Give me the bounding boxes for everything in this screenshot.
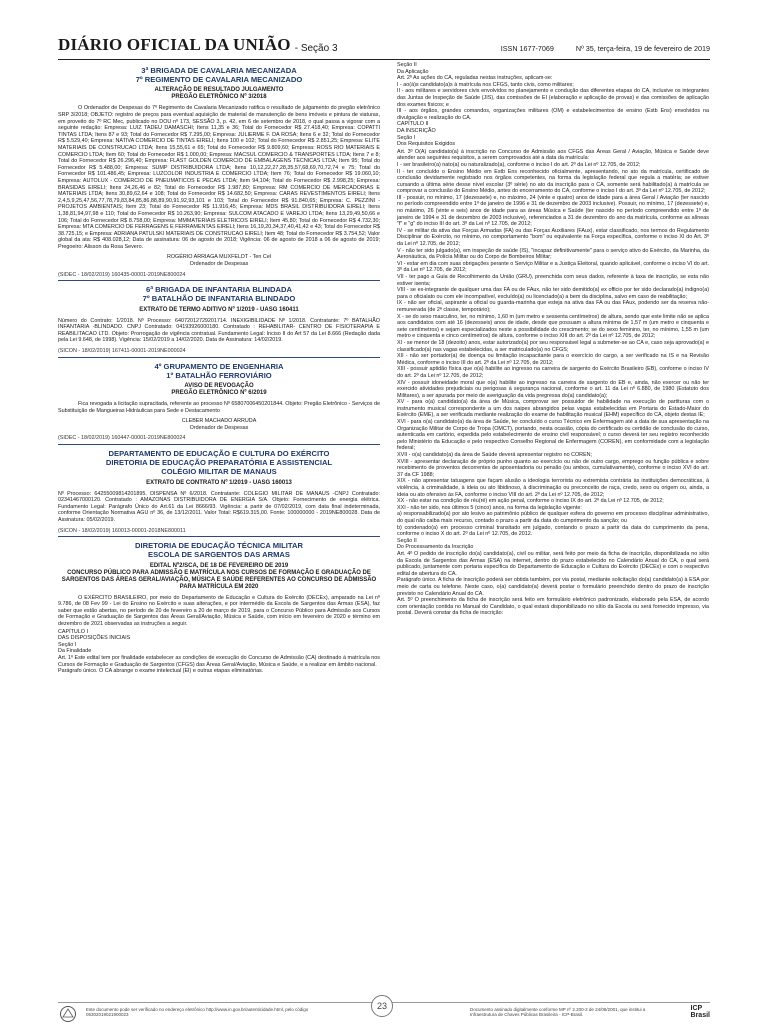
- body-text: O EXÉRCITO BRASILEIRO, por meio do Departamento de Educação e Cultura do Exército (DECEx), amparado na Lei nº 9.786, de 08 Fev 99 - Lei do Ensino no Exército e suas alterações, e por intermédio da Escola de Sargentos das Armas (ESA), faz saber que estão abertas, no período de 20 de fevereiro a 20 de março de 2019, para o Concurso Público para Admissão aos Cursos de Formação e Graduação de Sargentos das Áreas Geral/Aviação, Música e Saúde, com início em fevereiro de 2020 e término em dezembro de 2021 observadas as instruções a seguir.: [58, 594, 380, 627]
- heading-esa: DIRETORIA DE EDUCAÇÃO TÉCNICA MILITAR ESCOLA DE SARGENTOS DAS ARMAS: [135, 541, 303, 560]
- header-meta: [501, 44, 710, 53]
- body-text: Número do Contrato: 1/2018. Nº Processo: 64072012729201714. INEXIGIBILIDADE Nº 1/2018. Contratante: 7º BATALHÃO INFANTARIA -BLINDADO. CNPJ Contratado: 04193926000180. Contratado : REHABILITAR- CENTRO DE FISIOTERAPIA E REABILITACAO LTD. Objeto: Prorrogação de vigência contratual. Fundamento Legal: Inciso II do Art 57 da Lei 8.666 (Redação dada pela Lei 9.648, de 1998). Vigência: 15/02/2019 a 14/02/2020. Data de Assinatura: 14/02/2019.: [58, 317, 380, 344]
- subheading-edital: EDITAL Nº2/SCA, DE 18 DE FEVEREIRO DE 2019 CONCURSO PÚBLICO PARA ADMISSÃO E MATRÍCULA NOS CURSOS DE FORMAÇÃO E GRADUAÇÃO DE SARGENTOS DAS ÁREAS GERAL/AVIAÇÃO, MÚSICA E SAÚDE REFERENTES AO CONCURSO DE ADMISSÃO PARA MATRÍCULA EM 2020: [61, 562, 377, 590]
- signature: ROGÉRIO ARRIAGA MUXFELDT - Ten Cel Ordenador de Despesas: [166, 254, 272, 268]
- footer-signature-note: Documento assinado digitalmente conforme MP nº 2.200-2 de 24/08/2001, que institui a Infraestrutura de Chaves Públicas Brasileira - ICP-Brasil.: [470, 1007, 646, 1018]
- heading-1bfv: 4º GRUPAMENTO DE ENGENHARIA 1º BATALHÃO FERROVIÁRIO: [154, 361, 284, 380]
- divider: [58, 536, 380, 537]
- divider: [58, 357, 380, 358]
- subheading-revogacao: AVISO DE REVOGAÇÃO PREGÃO ELETRÔNICO Nº 6/2019: [171, 383, 267, 397]
- body-text: CAPÍTULO I DAS DISPOSIÇÕES INICIAIS Seção I Da Finalidade Art. 1º Este edital tem por finalidade estabelecer as condições de execução do Concurso de Admissão (CA) destinado à matrícula nos Cursos de Formação e Graduação de Sargentos (CFGS) das Áreas Geral/Aviação, Música e Saúde, e a realizar em âmbito nacional. Parágrafo único. O CA abrange o exame intelectual (EI) e outras etapas eliminatórias.: [58, 628, 380, 675]
- journal-title: DIÁRIO OFICIAL DA UNIÃO: [58, 35, 291, 54]
- coat-of-arms-icon: [58, 1005, 78, 1023]
- body-text: Seção II Da Aplicação Art. 2º As ações do CA, reguladas nestas instruções, aplicam-se: I - ao(à)s candidato(a)s à matrícula nos CFGS, tanto civis, como militares; II - aos militares e servidores civis envolvidos no planejamento e condução das diferentes etapas do CA, inclusive os integrantes das Juntas de Inspeção de Saúde (JIS), das comissões de EI (elaboração e aplicação de provas) e das comissões de aplicação dos exames físicos; e III - aos órgãos, grandes comandos, organizações militares (OM) e estabelecimentos de ensino (Estb Ens) envolvidos na divulgação e realização do CA. CAPÍTULO II DA INSCRIÇÃO Seção I Dos Requisitos Exigidos: [397, 62, 709, 148]
- body-text: O Ordenador de Despesas do 7º Regimento de Cavalaria Mecanizado ratifica o resultado de julgamento do pregão eletrônico SRP 3/2018; OBJETO: registro de preços para eventual aquisição de material de manutenção de bens imóveis e pintura de viaturas, em proveito do 7º RC Mec, publicado no DOU nº 173, SESSÃO 3, p. 42, em 6 de setembro de 2018, o qual passa a vigorar com a seguinte redação: Empresa: LUIZ TADEU DAMASCHI; Itens 11,35 e 36; Total do Fornecedor R$ 27.418,40; Empresa: COPATTI TINTAS LTDA; Itens 87 e 93; Total do Fornecedor R$ 7.295,00; Empresa: JULIERME F. DA ROSA; Itens 6 e 32; Total do Fornecedor R$ 5.529,40; Empresa: NATIVA COMERCIO DE TINTAS EIRELI; Itens 100 e 102; Total do Fornecedor R$ 2.851,25; Empresa: ELITE MATERIAIS DE CONSTRUCAO LTDA; Itens 15,55,61 e 65; Total do Fornecedor R$ 9.809,60; Empresa: ROSS RIO MATERIAIS E COMERCIO LTDA; Item 60; Total do Fornecedor R$ 1.000,00; Empresa: MACSUL COMERCIO & TRANSPORTES LTDA; Itens 7 e 8; Total do Fornecedor R$ 26.296,40; Empresa: FLAST GOLDEN COMERCIO DE EMBALAGENS TECNICAS LTDA; Item 95; Total do Fornecedor R$ 5.488,00; Empresa: SUMP DISTRIBUIDORA LTDA; Itens 10,12,22,27,28,35,57,68,69,70,72,74 e 75; Total do Fornecedor R$ 101.486,45; Empresa: LUZCOLOR INDUSTRIA E COMERCIO LTDA; Item 76; Total do Fornecedor R$ 19.060,10; Empresa: AUTOLUX - COMERCIO DE PNEUMATICOS E PECAS LTDA; Item 94,104; Total do Fornecedor R$ 2.998,25; Empresa: BRASIDAS EIRELI; Itens 24,26,46 e 82; Total do Fornecedor R$ 1.987,80; Empresa: RM COMERCIO DE MERCADORIAS E MATERIAIS LTDA; Itens 30,89,62,64 e 108; Total do Fornecedor R$ 14.682,50; Empresa: CARAS REVESTIMENTOS EIRELI; Itens 2,4,5,9,25,47,56,77,78,79,83,84,85,86,88,89,90,91,92,93,101 e 103; Total do Fornecedor R$ 91.840,65; Empresa: C. PEZZINI - PROJETOS AMBIENTAIS; Item 23; Total do Fornecedor R$ 11.916,45; Empresa: MDS BRASIL DISTRIBUIDORA EIRELI; Itens 1,38,81,94,97,98 e 110; Total do Fornecedor R$ 10.263,90; Empresa: SULCOM ATACADO E VAREJO LTDA; Itens 13,29,49,50,66 e 106; Total do Fornecedor R$ 8.758,00; Empresa: MMMATERIAIS ELETRICOS EIRELI; Item 45,80; Total do Fornecedor R$ 4.732,30; Empresa: MTA COMERCIO DE FERRAGENS E FERRAMENTAS EIRELI; Itens 16,19,20,34,37,40,41,42 e 43; Total do Fornecedor R$ 38.725,15; e Empresa: ADRIANA PATULSKI MATERIAIS DE CONSTRUCAO EIRELI; Item 48; Total do Fornecedor R$ 3.754,52; Valor global da ata: R$ 408.028,12; Data de assinatura: 06 de agosto de 2018; Vigência: 06 de agosto de 2018 a 06 de agosto de 2019; Pregoeiro: Alisson da Rosa Severo.: [58, 105, 380, 250]
- heading-7rcmec: 3ª BRIGADA DE CAVALARIA MECANIZADA 7º REGIMENTO DE CAVALARIA MECANIZADO: [135, 66, 303, 85]
- heading-7bib: 6ª BRIGADA DE INFANTARIA BLINDADA 7º BATALHÃO DE INFANTARIA BLINDADO: [142, 285, 296, 304]
- left-column: [58, 62, 380, 997]
- sicon-code: (SICON - 18/02/2019) 160013-00001-2018NE800011: [58, 527, 186, 534]
- subheading-contrato: EXTRATO DE CONTRATO Nº 1/2019 - UASG 160013: [146, 479, 292, 486]
- body-text: Fica revogada a licitação supracitada, referente ao processo Nº 65807006450201844. Objeto: Pregão Eletrônico - Serviços de Substituição de Mangueiras Hidráulicas para Sede e Destacamento: [58, 401, 380, 414]
- body-text: Art. 3º O(A) candidato(a) à inscrição no Concurso de Admissão aos CFGS das Áreas Geral / Aviação, Música e Saúde deve atender aos seguintes requisitos, a serem comprovados até a data da matrícula: I - ser brasileiro(a) nato(a) ou naturalizado(a), conforme o inciso I do art. 2º da Lei nº 12.705, de 2012; II - ter concluído o Ensino Médio em Estb Ens reconhecido oficialmente, apresentando, no ato da matrícula, certificado de conclusão devidamente registrado nos órgãos competentes, na forma da legislação federal que regula a matéria; se estiver cursando a última série desse nível escolar (3º série) no ato da inscrição para o CA, somente será habilitado(a) à matrícula se comprovar a conclusão do Ensino Médio, antes do encerramento do CA, conforme o inciso I do art. 3º da Lei nº 12.705, de 2012; III - possuir, no mínimo, 17 (dezessete) e, no máximo, 24 (vinte e quatro) anos de idade para a área Geral / Aviação (ter nascido no período compreendido entre 1º de janeiro de 1996 e 31 de dezembro de 2003 inclusive). Possuir, no mínimo, 17 (dezessete) e, no máximo, 26 (vinte e seis) anos de idade para as áreas Música e Saúde (ter nascido no período compreendido entre 1º de janeiro de 1994 e 31 de dezembro de 2003 inclusive), referenciados a 31 de dezembro do ano da matrícula, conforme as alíneas "f" e "g" do inciso III do art. 3º da Lei nº 12.705, de 2012; IV - se militar da ativa das Forças Armadas (FA) ou das Forças Auxiliares (FAux), estar classificado, nos termos do Regulamento Disciplinar do Exército, no mínimo, no comportamento "bom" ou equivalente na Força específica, conforme o inciso XI do Art. 3º da Lei nº 12.705, de 2012; V - não ter sido julgado(a), em inspeção de saúde (IS), "incapaz definitivamente" para o serviço ativo do Exército, da Marinha, da Aeronáutica, da Polícia Militar ou do Corpo de Bombeiros Militar; VI - estar em dia com suas obrigações perante o Serviço Militar e a Justiça Eleitoral, quando aplicável, conforme o inciso VI do art. 3º da Lei nº 12.705, de 2012; VII - ter pago a Guia de Recolhimento da União (GRU), preenchida com seus dados, referente à taxa de inscrição, se esta não estiver isenta; VIII - se ex-integrante de qualquer uma das FA ou de FAux, não ter sido demitido(a) ex officio por ter sido declarado(a) indigno(a) para o oficialato ou com ele incompatível, excluído(a) ou licenciado(a) a bem da disciplina, salvo em caso de reabilitação; IX - não ser oficial, aspirante a oficial ou guarda-marinha que esteja na ativa das FA ou das FAux, podendo ser da reserva não-remunerada (de 2ª classe, temporário); X - se do sexo masculino, ter, no mínimo, 1,60 m (um metro e sessenta centímetros) de altura, sendo que este limite não se aplica aos candidatos com até 16 (dezesseis) anos de idade, desde que possuam a altura mínima de 1,57 m (um metro e cinquenta e sete centímetros) e sejam especializados neste a possibilidade do crescimento; se do sexo feminino, ter, no mínimo, 1,55 m (um metro e cinquenta e cinco centímetros) de altura, conforme o inciso XIII do art. 2º da Lei nº 12.705, de 2012; XI - se menor de 18 (dezoito) anos, estar autorizado(a) por seu responsável legal a submeter-se ao CA e, caso seja aprovado(a) e classificado(a) nas vagas estabelecidas, a ser matriculado(a) no CFGS; XII - não ser portador(a) de doença ou limitação incapacitante para o exercício do cargo, a ser verificado na IS e na Revisão Médica, conforme o inciso III do art. 2º da Lei nº 12.705, de 2012; XIII - possuir aptidão física que o(a) habilite ao ingresso na carreira de sargento do Exército Brasileiro (EB), conforme o inciso IV do art. 2º da Lei nº 12.705, de 2012; XIV - possuir idoneidade moral que o(a) habilite ao ingresso na carreira de sargento do EB e, ainda, não exercer ou não ter exercido atividades prejudiciais ou perigosas à segurança nacional, conforme o art. 11 da Lei nº 6.880, de 1980 (Estatuto dos Militares), a ser apurada por meio de averiguação da vida pregressa do(a) candidato(a); XV - para o(a) candidato(a) da área de Música, comprovar ser possuidor de habilidade na execução de partituras com o instrumento musical correspondente a um dos naipes abrangidos pelas vagas estabelecidas em Portaria do Estado-Maior do Exército (EME), a ser verificada mediante realização do exame de habilitação musical (EHM) específico do CA, objeto destas IE; XVI - para o(a) candidato(a) da área de Saúde, ter concluído o curso Técnico em Enfermagem até a data de sua apresentação na Organização Militar de Corpo de Tropa (OMCT), portando, nesta ocasião, cópia do certificado ou certidão de conclusão do curso, autenticada em cartório, expedida pelo estabelecimento de ensino civil responsável; o curso deverá ter seu registro reconhecido pelo Ministério da Educação e pelo respectivo Conselho Regional de Enfermagem (COREN), em conformidade com a legislação federal; XVII - o(a) candidato(a) da área de Saúde deverá apresentar registro no COREN; XVIII - apresentar declaração de próprio punho quanto ao exercício ou não de outro cargo, emprego ou função pública e sobre recebimento de proventos decorrentes de aposentadoria ou pensão (ou ambos, cumulativamente), conforme o inciso XVI do art. 37 da CF 1988; XIX - não apresentar tatuagens que façam alusão a ideologia terrorista ou extremista contrária às instituições democráticas, à violência, à criminalidade, à ideia ou ato libidinoso, à discriminação ou preconceito de raça, credo, sexo ou origem ou, ainda, a ideia ou ato ofensivo às FA, conforme o inciso VIII do art. 2º da Lei nº 12.705, de 2012; XX - não estar na condição de réu(ré) em ação penal, conforme o inciso IX do art. 2º da Lei nº 12.705, de 2012; XXI - não ter sido, nos últimos 5 (cinco) anos, na forma da legislação vigente: a) responsabilizado(a) por ato lesivo ao patrimônio público de qualquer esfera do governo em processo disciplinar administrativo, do qual não caiba mais recurso, contado o prazo a partir da data do cumprimento da sanção; ou b) condenado(a) em processo criminal transitado em julgado, contando o prazo a partir da data do cumprimento da pena, conforme o inciso X do art. 2º da Lei nº 12.705, de 2012. Seção II Do Processamento da Inscrição Art. 4º O pedido de inscrição do(a) candidato(a), civil ou militar, será feito por meio da ficha de inscrição, disponibilizada no sítio da Escola de Sargentos das Armas (ESA) na internet, dentro do prazo estabelecido no Calendário Anual do CA, o qual será publicado, juntamente com portaria específica do Departamento de Educação e Cultura do Exército (DECEx) e com o respectivo edital de abertura do CA. Parágrafo único. A ficha de inscrição poderá ser obtida também, por via postal, mediante solicitação do(a) candidato(a) à ESA por meio de carta ou telefone. Neste caso, o(a) candidato(a) deverá postar o formulário preenchido dentro do prazo de inscrição previsto no Calendário Anual do CA. Art. 5º O preenchimento da ficha de inscrição será feito em formulário eletrônico padronizado, elaborado pela ESA, de acordo com orientação contida no Manual do Candidato, o qual estará disponibilizado no sítio da Escola ou será fornecido impresso, via postal. Deverá constar da ficha de inscrição:: [397, 148, 709, 617]
- signature: CLEBER MACHADO ARRUDA Ordenador de Despesas: [181, 418, 257, 431]
- issue-date: Nº 35, terça-feira, 19 de fevereiro de 2019: [575, 44, 710, 53]
- page-header: [58, 30, 710, 60]
- icp-brasil-logo: ICP Brasil: [690, 1005, 710, 1019]
- section-label: - Seção 3: [294, 43, 338, 54]
- subheading-termo: EXTRATO DE TERMO ADITIVO Nº 1/2019 - UASG 160411: [139, 306, 299, 313]
- heading-cmm: DEPARTAMENTO DE EDUCAÇÃO E CULTURA DO EXÉRCITO DIRETORIA DE EDUCAÇÃO PREPARATÓRIA E ASSISTENCIAL COLÉGIO MILITAR DE MANAUS: [105, 449, 333, 477]
- issn: ISSN 1677-7069: [500, 44, 554, 53]
- footer-verification: Este documento pode ser verificado no endereço eletrônico http://www.in.gov.br/autenticidade.html, pelo código 05302019021900023: [86, 1007, 309, 1018]
- sidec-code: (SIDEC - 18/02/2019) 160447-00001-2019NE800024: [58, 435, 186, 442]
- right-column: [397, 62, 709, 992]
- sicon-code: (SICON - 18/02/2019) 167411-00001-2019NE000024: [58, 348, 186, 355]
- body-text: Nº Processo: 64255009814201895. DISPENSA Nº 6/2018. Contratante: COLEGIO MILITAR DE MANAUS -CNPJ Contratado: 02341467000120. Contratado : AMAZONAS DISTRIBUIDORA DE ENERGIA S/A. Objeto: Fornecimento de energia elétrica. Fundamento Legal: Parágrafo Único do Art.61 da Lei 8666/93. Vigência: a partir de 07/02/2019, com data final indeterminada, conforme Orientação Normativa AGU nº 36, de 13/12/2011. Valor Total: R$619.315,00. Fonte: 100000000 - 2019NE800028. Data de Assinatura: 05/02/2019.: [58, 490, 380, 523]
- subheading-resultado: ALTERAÇÃO DE RESULTADO JULGAMENTO PREGÃO ELETRÔNICO Nº 3/2018: [154, 87, 284, 101]
- sidec-code: (SIDEC - 18/02/2019) 160435-00001-2019NE800024: [58, 271, 186, 278]
- divider: [58, 444, 380, 445]
- page-number: 23: [371, 995, 393, 1017]
- divider: [58, 280, 380, 281]
- page-footer: [58, 1002, 710, 1024]
